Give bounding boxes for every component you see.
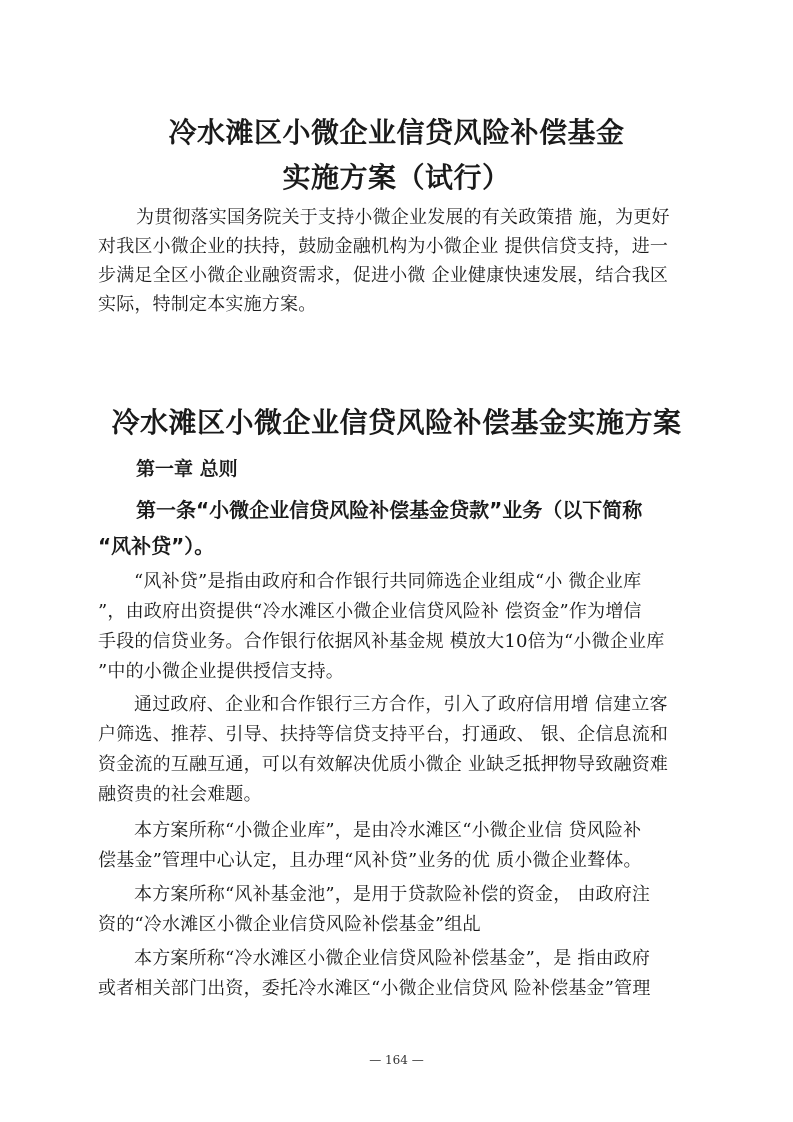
article-heading bbox=[98, 492, 708, 564]
body-paragraph bbox=[98, 880, 698, 940]
paragraph-line: 偿基金”管理中心认定，且办理“风补贷”业务的优 质小微企业聱体。 bbox=[98, 850, 642, 871]
body-paragraph bbox=[98, 816, 698, 876]
intro-line: 步满足全区小微企业融资需求，促进小微 企业健康快速发展，结合我区 bbox=[98, 265, 669, 286]
paragraph-line: 通过政府、企业和合作银行三方合作，引入了政府信用增 信建立客 bbox=[134, 694, 668, 715]
paragraph-line: ”中的小微企业提供授信支持。 bbox=[98, 661, 345, 682]
paragraph-line: 本方案所称“小微企业库”，是由冷水滩区“小微企业信 贷风险补 bbox=[134, 820, 642, 841]
paragraph-line: 资的“冷水滩区小微企业信贷风险补偿基金”组乩 bbox=[98, 914, 481, 935]
intro-line: 实际，特制定本实施方案。 bbox=[98, 294, 317, 315]
paragraph-line: 融资贵的社会难题。 bbox=[98, 784, 262, 805]
chapter-heading: 第一章 总则 bbox=[136, 458, 238, 480]
intro-paragraph bbox=[98, 203, 698, 319]
article-heading-line: “风补贷”）。 bbox=[98, 534, 215, 558]
article-heading-line: 第一条“小微企业信贷风险补偿基金贷款”业务（以下简称 bbox=[136, 498, 643, 522]
document-title-line-1: 冷水滩区小微企业信贷风险补偿基金 bbox=[168, 116, 625, 149]
paragraph-line: 户筛选、推荐、引导、扶持等信贷支持平台，打通政、 银、企信息流和 bbox=[98, 724, 669, 745]
body-paragraph bbox=[98, 944, 698, 1004]
main-section-title: 冷水滩区小微企业信贷风险补偿基金实施方案 bbox=[111, 406, 682, 439]
body-paragraph bbox=[98, 567, 698, 687]
paragraph-line: 或者相关部门出资，委托冷水滩区“小微企业信贷风 险补偿基金”管理 bbox=[98, 978, 651, 999]
body-paragraph bbox=[98, 690, 698, 810]
paragraph-line: “风补贷”是指由政府和合作银行共同筛选企业组成“小 微企业库 bbox=[134, 571, 642, 592]
page-number: — 164 — bbox=[369, 1053, 424, 1067]
intro-line: 对我区小微企业的扶持，鼓励金融机构为小微企业 提供信贷支持，进一 bbox=[98, 236, 669, 257]
document-title-line-2: 实施方案（试行） bbox=[282, 161, 511, 194]
paragraph-line: ”，由政府出资提供“冷水滩区小微企业信贷风险补 偿资金”作为增信 bbox=[98, 601, 642, 622]
paragraph-line: 资金流的互融互通，可以有效解决优质小微企 业缺乏抵押物导致融资难 bbox=[98, 754, 669, 775]
paragraph-line: 手段的信贷业务。合作银行依据风补基金规 模放大10倍为“小微企业库 bbox=[98, 631, 665, 652]
paragraph-line: 本方案所称“冷水滩区小微企业信贷风险补偿基金”，是 指由政府 bbox=[134, 948, 651, 969]
intro-line: 为贯彻落实国务院关于支持小微企业发展的有关政策措 施，为更好 bbox=[136, 207, 670, 228]
paragraph-line: 本方案所称“风补基金池”，是用于贷款险补偿的资金， 由政府注 bbox=[134, 884, 651, 905]
